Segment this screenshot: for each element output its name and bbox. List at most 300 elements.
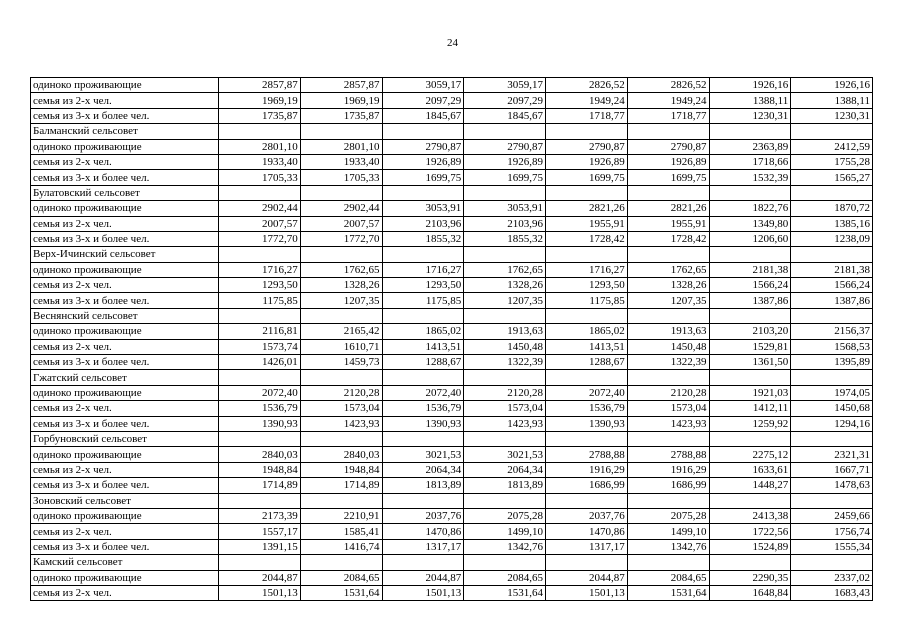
- value-cell: 1448,27: [709, 478, 791, 493]
- empty-cell: [300, 555, 382, 570]
- empty-cell: [300, 308, 382, 323]
- empty-cell: [382, 185, 464, 200]
- value-cell: 1423,93: [464, 416, 546, 431]
- value-cell: 2037,76: [382, 508, 464, 523]
- value-cell: 1413,51: [546, 339, 628, 354]
- value-cell: 2084,65: [300, 570, 382, 585]
- value-cell: 1175,85: [219, 293, 301, 308]
- value-cell: 1322,39: [627, 355, 709, 370]
- value-cell: 1772,70: [300, 231, 382, 246]
- value-cell: 2363,89: [709, 139, 791, 154]
- value-cell: 1718,66: [709, 154, 791, 169]
- value-cell: 2097,29: [382, 93, 464, 108]
- value-cell: 1755,28: [791, 154, 873, 169]
- row-label: семья из 2-х чел.: [31, 524, 219, 539]
- value-cell: 1470,86: [546, 524, 628, 539]
- value-cell: 1288,67: [382, 355, 464, 370]
- empty-cell: [627, 247, 709, 262]
- value-cell: 1342,76: [627, 539, 709, 554]
- value-cell: 2459,66: [791, 508, 873, 523]
- empty-cell: [627, 493, 709, 508]
- value-cell: 1699,75: [627, 170, 709, 185]
- empty-cell: [709, 308, 791, 323]
- value-cell: 1207,35: [627, 293, 709, 308]
- value-cell: 1772,70: [219, 231, 301, 246]
- value-cell: 1718,77: [546, 108, 628, 123]
- value-cell: 1933,40: [300, 154, 382, 169]
- value-cell: 1969,19: [300, 93, 382, 108]
- section-name: Балманский сельсовет: [31, 124, 219, 139]
- value-cell: 2072,40: [546, 385, 628, 400]
- value-cell: 3021,53: [382, 447, 464, 462]
- value-cell: 3053,91: [464, 201, 546, 216]
- empty-cell: [219, 247, 301, 262]
- row-label: одиноко проживающие: [31, 78, 219, 93]
- value-cell: 1933,40: [219, 154, 301, 169]
- value-cell: 1390,93: [382, 416, 464, 431]
- value-cell: 1536,79: [219, 401, 301, 416]
- row-label: семья из 2-х чел.: [31, 93, 219, 108]
- empty-cell: [464, 370, 546, 385]
- value-cell: 3053,91: [382, 201, 464, 216]
- section-header-row: [31, 555, 873, 570]
- value-cell: 1349,80: [709, 216, 791, 231]
- value-cell: 1529,81: [709, 339, 791, 354]
- value-cell: 1391,15: [219, 539, 301, 554]
- value-cell: 1585,41: [300, 524, 382, 539]
- empty-cell: [627, 555, 709, 570]
- value-cell: 1317,17: [382, 539, 464, 554]
- value-cell: 1328,26: [627, 278, 709, 293]
- tariff-table: [30, 77, 873, 601]
- value-cell: 1926,89: [382, 154, 464, 169]
- value-cell: 1536,79: [546, 401, 628, 416]
- row-label: семья из 3-х и более чел.: [31, 293, 219, 308]
- value-cell: 1714,89: [300, 478, 382, 493]
- value-cell: 1648,84: [709, 585, 791, 600]
- value-cell: 1948,84: [219, 462, 301, 477]
- value-cell: 2116,81: [219, 324, 301, 339]
- value-cell: 1813,89: [464, 478, 546, 493]
- empty-cell: [464, 247, 546, 262]
- value-cell: 1855,32: [464, 231, 546, 246]
- value-cell: 1686,99: [627, 478, 709, 493]
- row-label: одиноко проживающие: [31, 570, 219, 585]
- value-cell: 1949,24: [546, 93, 628, 108]
- value-cell: 1913,63: [627, 324, 709, 339]
- value-cell: 1478,63: [791, 478, 873, 493]
- value-cell: 2790,87: [546, 139, 628, 154]
- value-cell: 1718,77: [627, 108, 709, 123]
- value-cell: 1385,16: [791, 216, 873, 231]
- value-cell: 1342,76: [464, 539, 546, 554]
- section-header-row: [31, 185, 873, 200]
- empty-cell: [219, 493, 301, 508]
- empty-cell: [546, 247, 628, 262]
- table-row: [31, 231, 873, 246]
- value-cell: 1416,74: [300, 539, 382, 554]
- empty-cell: [382, 124, 464, 139]
- value-cell: 2097,29: [464, 93, 546, 108]
- value-cell: 1387,86: [791, 293, 873, 308]
- table-row: [31, 539, 873, 554]
- row-label: одиноко проживающие: [31, 508, 219, 523]
- value-cell: 1499,10: [464, 524, 546, 539]
- value-cell: 1974,05: [791, 385, 873, 400]
- value-cell: 1921,03: [709, 385, 791, 400]
- value-cell: 2075,28: [627, 508, 709, 523]
- value-cell: 1948,84: [300, 462, 382, 477]
- value-cell: 2790,87: [464, 139, 546, 154]
- value-cell: 2103,96: [382, 216, 464, 231]
- value-cell: 2120,28: [300, 385, 382, 400]
- value-cell: 2156,37: [791, 324, 873, 339]
- empty-cell: [791, 555, 873, 570]
- table-row: [31, 416, 873, 431]
- value-cell: 1865,02: [546, 324, 628, 339]
- value-cell: 1762,65: [627, 262, 709, 277]
- value-cell: 2801,10: [219, 139, 301, 154]
- value-cell: 1969,19: [219, 93, 301, 108]
- row-label: семья из 2-х чел.: [31, 278, 219, 293]
- value-cell: 1926,16: [791, 78, 873, 93]
- empty-cell: [464, 124, 546, 139]
- empty-cell: [382, 431, 464, 446]
- value-cell: 1207,35: [464, 293, 546, 308]
- empty-cell: [791, 124, 873, 139]
- value-cell: 1555,34: [791, 539, 873, 554]
- value-cell: 1328,26: [300, 278, 382, 293]
- empty-cell: [464, 431, 546, 446]
- value-cell: 1716,27: [382, 262, 464, 277]
- value-cell: 1388,11: [709, 93, 791, 108]
- empty-cell: [219, 370, 301, 385]
- value-cell: 1501,13: [219, 585, 301, 600]
- empty-cell: [627, 370, 709, 385]
- value-cell: 1699,75: [382, 170, 464, 185]
- value-cell: 2103,20: [709, 324, 791, 339]
- table-row: [31, 170, 873, 185]
- table-row: [31, 355, 873, 370]
- empty-cell: [709, 370, 791, 385]
- value-cell: 1413,51: [382, 339, 464, 354]
- empty-cell: [464, 308, 546, 323]
- value-cell: 1845,67: [382, 108, 464, 123]
- table-row: [31, 139, 873, 154]
- value-cell: 2210,91: [300, 508, 382, 523]
- table-row: [31, 478, 873, 493]
- empty-cell: [791, 431, 873, 446]
- value-cell: 2064,34: [464, 462, 546, 477]
- table-body: [31, 78, 873, 601]
- value-cell: 1916,29: [546, 462, 628, 477]
- empty-cell: [709, 185, 791, 200]
- value-cell: 1557,17: [219, 524, 301, 539]
- empty-cell: [546, 431, 628, 446]
- empty-cell: [791, 185, 873, 200]
- empty-cell: [546, 370, 628, 385]
- value-cell: 1426,01: [219, 355, 301, 370]
- empty-cell: [300, 247, 382, 262]
- value-cell: 1926,16: [709, 78, 791, 93]
- empty-cell: [627, 124, 709, 139]
- value-cell: 1916,29: [627, 462, 709, 477]
- empty-cell: [382, 493, 464, 508]
- row-label: семья из 3-х и более чел.: [31, 170, 219, 185]
- table-row: [31, 108, 873, 123]
- value-cell: 2044,87: [219, 570, 301, 585]
- value-cell: 2840,03: [219, 447, 301, 462]
- empty-cell: [382, 555, 464, 570]
- value-cell: 1686,99: [546, 478, 628, 493]
- value-cell: 1390,93: [219, 416, 301, 431]
- value-cell: 3059,17: [464, 78, 546, 93]
- value-cell: 2084,65: [627, 570, 709, 585]
- value-cell: 3059,17: [382, 78, 464, 93]
- value-cell: 2072,40: [219, 385, 301, 400]
- value-cell: 1722,56: [709, 524, 791, 539]
- value-cell: 1633,61: [709, 462, 791, 477]
- empty-cell: [464, 555, 546, 570]
- value-cell: 1762,65: [464, 262, 546, 277]
- value-cell: 1716,27: [219, 262, 301, 277]
- section-name: Булатовский сельсовет: [31, 185, 219, 200]
- value-cell: 1450,68: [791, 401, 873, 416]
- value-cell: 2290,35: [709, 570, 791, 585]
- value-cell: 1735,87: [219, 108, 301, 123]
- empty-cell: [546, 185, 628, 200]
- row-label: семья из 2-х чел.: [31, 154, 219, 169]
- empty-cell: [382, 370, 464, 385]
- value-cell: 1728,42: [627, 231, 709, 246]
- value-cell: 2173,39: [219, 508, 301, 523]
- value-cell: 2826,52: [627, 78, 709, 93]
- value-cell: 2826,52: [546, 78, 628, 93]
- value-cell: 1565,27: [791, 170, 873, 185]
- value-cell: 2007,57: [219, 216, 301, 231]
- empty-cell: [709, 247, 791, 262]
- section-name: Зоновский сельсовет: [31, 493, 219, 508]
- value-cell: 2120,28: [627, 385, 709, 400]
- value-cell: 1390,93: [546, 416, 628, 431]
- table-row: [31, 278, 873, 293]
- value-cell: 1865,02: [382, 324, 464, 339]
- empty-cell: [219, 431, 301, 446]
- value-cell: 1238,09: [791, 231, 873, 246]
- value-cell: 2788,88: [546, 447, 628, 462]
- value-cell: 2412,59: [791, 139, 873, 154]
- row-label: семья из 3-х и более чел.: [31, 416, 219, 431]
- value-cell: 1573,04: [300, 401, 382, 416]
- empty-cell: [382, 247, 464, 262]
- value-cell: 1822,76: [709, 201, 791, 216]
- table-row: [31, 447, 873, 462]
- value-cell: 1293,50: [546, 278, 628, 293]
- row-label: одиноко проживающие: [31, 262, 219, 277]
- value-cell: 1699,75: [546, 170, 628, 185]
- value-cell: 1926,89: [464, 154, 546, 169]
- value-cell: 1328,26: [464, 278, 546, 293]
- value-cell: 1532,39: [709, 170, 791, 185]
- value-cell: 1206,60: [709, 231, 791, 246]
- value-cell: 2181,38: [791, 262, 873, 277]
- empty-cell: [382, 308, 464, 323]
- value-cell: 2044,87: [382, 570, 464, 585]
- value-cell: 1813,89: [382, 478, 464, 493]
- value-cell: 2044,87: [546, 570, 628, 585]
- section-header-row: [31, 370, 873, 385]
- value-cell: 1361,50: [709, 355, 791, 370]
- section-name: Веснянский сельсовет: [31, 308, 219, 323]
- value-cell: 1395,89: [791, 355, 873, 370]
- value-cell: 1531,64: [627, 585, 709, 600]
- value-cell: 1423,93: [300, 416, 382, 431]
- section-header-row: [31, 124, 873, 139]
- value-cell: 1207,35: [300, 293, 382, 308]
- value-cell: 1175,85: [546, 293, 628, 308]
- table-row: [31, 385, 873, 400]
- empty-cell: [627, 431, 709, 446]
- empty-cell: [627, 308, 709, 323]
- value-cell: 1459,73: [300, 355, 382, 370]
- table-row: [31, 216, 873, 231]
- section-header-row: [31, 247, 873, 262]
- table-row: [31, 93, 873, 108]
- value-cell: 1288,67: [546, 355, 628, 370]
- empty-cell: [219, 124, 301, 139]
- table-row: [31, 462, 873, 477]
- value-cell: 1845,67: [464, 108, 546, 123]
- value-cell: 1949,24: [627, 93, 709, 108]
- row-label: одиноко проживающие: [31, 324, 219, 339]
- value-cell: 1705,33: [219, 170, 301, 185]
- value-cell: 3021,53: [464, 447, 546, 462]
- value-cell: 1450,48: [464, 339, 546, 354]
- value-cell: 1388,11: [791, 93, 873, 108]
- row-label: семья из 3-х и более чел.: [31, 355, 219, 370]
- value-cell: 2801,10: [300, 139, 382, 154]
- value-cell: 1705,33: [300, 170, 382, 185]
- value-cell: 2857,87: [219, 78, 301, 93]
- value-cell: 2103,96: [464, 216, 546, 231]
- value-cell: 1683,43: [791, 585, 873, 600]
- value-cell: 1175,85: [382, 293, 464, 308]
- value-cell: 2064,34: [382, 462, 464, 477]
- value-cell: 1926,89: [627, 154, 709, 169]
- value-cell: 1322,39: [464, 355, 546, 370]
- row-label: семья из 2-х чел.: [31, 401, 219, 416]
- value-cell: 1735,87: [300, 108, 382, 123]
- table-row: [31, 78, 873, 93]
- value-cell: 1714,89: [219, 478, 301, 493]
- value-cell: 2075,28: [464, 508, 546, 523]
- value-cell: 2275,12: [709, 447, 791, 462]
- empty-cell: [709, 124, 791, 139]
- empty-cell: [791, 308, 873, 323]
- row-label: семья из 2-х чел.: [31, 339, 219, 354]
- value-cell: 1716,27: [546, 262, 628, 277]
- table-row: [31, 293, 873, 308]
- value-cell: 1470,86: [382, 524, 464, 539]
- value-cell: 1667,71: [791, 462, 873, 477]
- table-row: [31, 154, 873, 169]
- section-name: Горбуновский сельсовет: [31, 431, 219, 446]
- value-cell: 1566,24: [709, 278, 791, 293]
- value-cell: 1524,89: [709, 539, 791, 554]
- row-label: одиноко проживающие: [31, 447, 219, 462]
- value-cell: 1499,10: [627, 524, 709, 539]
- table-row: [31, 570, 873, 585]
- row-label: семья из 2-х чел.: [31, 585, 219, 600]
- value-cell: 1926,89: [546, 154, 628, 169]
- empty-cell: [219, 185, 301, 200]
- value-cell: 1293,50: [219, 278, 301, 293]
- empty-cell: [300, 431, 382, 446]
- empty-cell: [709, 555, 791, 570]
- table-row: [31, 524, 873, 539]
- table-row: [31, 324, 873, 339]
- empty-cell: [546, 308, 628, 323]
- value-cell: 2821,26: [546, 201, 628, 216]
- table-row: [31, 585, 873, 600]
- value-cell: 1699,75: [464, 170, 546, 185]
- value-cell: 1531,64: [300, 585, 382, 600]
- empty-cell: [791, 247, 873, 262]
- page-number: 24: [447, 37, 458, 49]
- value-cell: 1855,32: [382, 231, 464, 246]
- value-cell: 2084,65: [464, 570, 546, 585]
- row-label: семья из 3-х и более чел.: [31, 231, 219, 246]
- value-cell: 2072,40: [382, 385, 464, 400]
- table-row: [31, 262, 873, 277]
- row-label: одиноко проживающие: [31, 139, 219, 154]
- value-cell: 1756,74: [791, 524, 873, 539]
- row-label: одиноко проживающие: [31, 385, 219, 400]
- value-cell: 1531,64: [464, 585, 546, 600]
- value-cell: 1573,74: [219, 339, 301, 354]
- section-name: Верх-Ичинский сельсовет: [31, 247, 219, 262]
- empty-cell: [627, 185, 709, 200]
- value-cell: 2821,26: [627, 201, 709, 216]
- value-cell: 1294,16: [791, 416, 873, 431]
- table-row: [31, 339, 873, 354]
- empty-cell: [300, 493, 382, 508]
- value-cell: 1259,92: [709, 416, 791, 431]
- value-cell: 2037,76: [546, 508, 628, 523]
- value-cell: 2181,38: [709, 262, 791, 277]
- value-cell: 1501,13: [546, 585, 628, 600]
- empty-cell: [546, 493, 628, 508]
- value-cell: 1573,04: [627, 401, 709, 416]
- empty-cell: [709, 493, 791, 508]
- value-cell: 1536,79: [382, 401, 464, 416]
- value-cell: 1610,71: [300, 339, 382, 354]
- value-cell: 1230,31: [709, 108, 791, 123]
- value-cell: 1412,11: [709, 401, 791, 416]
- row-label: семья из 2-х чел.: [31, 462, 219, 477]
- value-cell: 1762,65: [300, 262, 382, 277]
- value-cell: 1450,48: [627, 339, 709, 354]
- row-label: семья из 3-х и более чел.: [31, 108, 219, 123]
- value-cell: 1566,24: [791, 278, 873, 293]
- table-row: [31, 508, 873, 523]
- empty-cell: [546, 124, 628, 139]
- row-label: семья из 3-х и более чел.: [31, 539, 219, 554]
- value-cell: 2337,02: [791, 570, 873, 585]
- value-cell: 2840,03: [300, 447, 382, 462]
- value-cell: 2790,87: [382, 139, 464, 154]
- value-cell: 1317,17: [546, 539, 628, 554]
